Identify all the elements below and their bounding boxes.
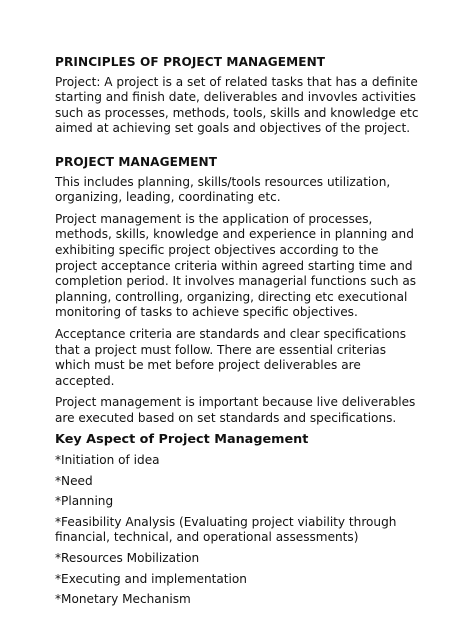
key-aspects-heading: Key Aspect of Project Management	[55, 432, 309, 448]
importance-paragraph: Project management is important because live deliverables are executed based on set standards and specifications.	[55, 395, 416, 425]
definition-paragraph: Project management is the application of processes, methods, skills, knowledge and experience in planning and exhibiting specific project objectives according to the project acceptance criteria within agreed starting time and completion period. It involves managerial functions such as planning, controlling, organizing, directing etc executional monitoring of tasks to achieve specific objectives.	[55, 211, 417, 320]
document-body	[55, 55, 420, 608]
document-title: PRINCIPLES OF PROJECT MANAGEMENT	[55, 55, 326, 69]
list-item: *Feasibility Analysis (Evaluating project viability through financial, technical, and operational assessments)	[55, 514, 397, 545]
acceptance-criteria-paragraph: Acceptance criteria are standards and clear specifications that a project must follow. There are essential criterias which must be met before project deliverables are accepted.	[55, 326, 407, 388]
list-item: *Planning	[55, 494, 114, 509]
intro-paragraph: This includes planning, skills/tools resources utilization, organizing, leading, coordinating etc.	[55, 174, 391, 205]
project-definition-paragraph: Project: A project is a set of related tasks that has a definite starting and finish date, deliverables and invovles activities such as processes, methods, tools, skills and knowledge etc aimed at achieving set goals and objectives of the project.	[55, 74, 419, 136]
list-item: *Monetary Mechanism	[55, 592, 191, 607]
list-item: *Initiation of idea	[55, 453, 160, 468]
section-heading: PROJECT MANAGEMENT	[55, 154, 218, 169]
list-item: *Resources Mobilization	[55, 551, 200, 566]
list-item: *Executing and implementation	[55, 571, 247, 586]
list-item: *Need	[55, 473, 93, 488]
